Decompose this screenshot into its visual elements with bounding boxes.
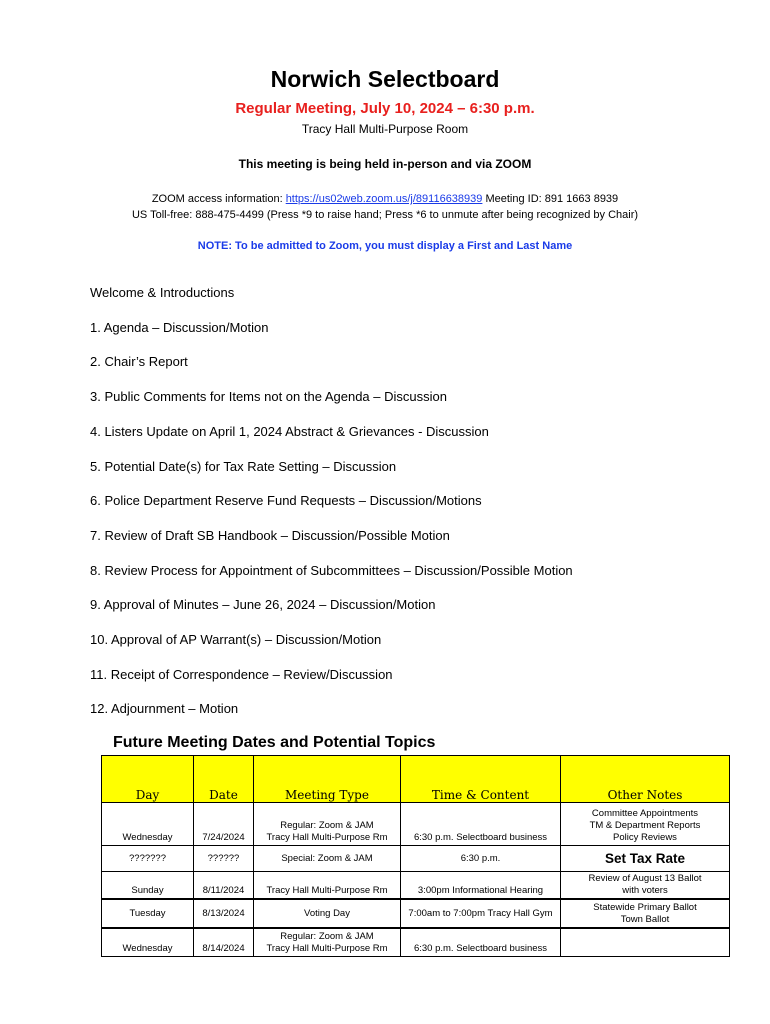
table-row bbox=[102, 928, 730, 956]
agenda-item: 6. Police Department Reserve Fund Requests – Discussion/Motions bbox=[90, 493, 482, 508]
cell-line: Tracy Hall Multi-Purpose Rm bbox=[266, 832, 388, 843]
cell-line: Review of August 13 Ballot bbox=[588, 873, 702, 884]
column-header-other-notes: Other Notes bbox=[561, 756, 730, 803]
cell-meeting-type: Special: Zoom & JAM bbox=[254, 846, 401, 872]
column-header-day: Day bbox=[102, 756, 194, 803]
cell-line: Statewide Primary Ballot bbox=[593, 901, 697, 913]
cell-time-content: 3:00pm Informational Hearing bbox=[401, 872, 561, 900]
cell-date: ?????? bbox=[194, 846, 254, 872]
cell-date: 7/24/2024 bbox=[194, 803, 254, 846]
cell-day: Tuesday bbox=[102, 899, 194, 928]
cell-line: Tracy Hall Multi-Purpose Rm bbox=[266, 942, 388, 954]
column-header-time-content: Time & Content bbox=[401, 756, 561, 803]
agenda-item: 4. Listers Update on April 1, 2024 Abstract & Grievances - Discussion bbox=[90, 424, 489, 439]
cell-day: Wednesday bbox=[102, 803, 194, 846]
cell-date: 8/11/2024 bbox=[194, 872, 254, 900]
agenda-item: 5. Potential Date(s) for Tax Rate Setting – Discussion bbox=[90, 459, 397, 474]
cell-date: 8/14/2024 bbox=[194, 928, 254, 956]
cell-meeting-type: Tracy Hall Multi-Purpose Rm bbox=[254, 872, 401, 900]
column-header-date: Date bbox=[194, 756, 254, 803]
agenda-item: 9. Approval of Minutes – June 26, 2024 – Discussion/Motion bbox=[90, 597, 436, 612]
agenda-item: 12. Adjournment – Motion bbox=[90, 701, 239, 716]
cell-other-notes bbox=[561, 872, 730, 900]
hybrid-notice: This meeting is being held in-person and via ZOOM bbox=[238, 157, 532, 171]
cell-time-content: 6:30 p.m. bbox=[401, 846, 561, 872]
zoom-prefix: ZOOM access information: bbox=[151, 193, 286, 205]
cell-meeting-type bbox=[254, 803, 401, 846]
cell-line: with voters bbox=[622, 885, 668, 896]
cell-time-content: 6:30 p.m. Selectboard business bbox=[401, 803, 561, 846]
meeting-venue: Tracy Hall Multi-Purpose Room bbox=[301, 122, 469, 136]
cell-day: Sunday bbox=[102, 872, 194, 900]
agenda-item: 11. Receipt of Correspondence – Review/Discussion bbox=[90, 667, 393, 682]
zoom-meeting-id: Meeting ID: 891 1663 8939 bbox=[482, 193, 619, 205]
cell-line: Regular: Zoom & JAM bbox=[280, 930, 374, 942]
agenda-item: 7. Review of Draft SB Handbook – Discussion/Possible Motion bbox=[90, 528, 450, 543]
table-row bbox=[102, 803, 730, 846]
cell-line: Policy Reviews bbox=[613, 832, 677, 843]
cell-line: TM & Department Reports bbox=[589, 820, 701, 831]
cell-day: ??????? bbox=[102, 846, 194, 872]
agenda-item: 2. Chair’s Report bbox=[90, 354, 188, 369]
page-title: Norwich Selectboard bbox=[270, 66, 500, 92]
cell-other-notes bbox=[561, 899, 730, 928]
cell-line: Regular: Zoom & JAM bbox=[280, 820, 374, 831]
cell-day: Wednesday bbox=[102, 928, 194, 956]
table-header-row bbox=[102, 756, 730, 803]
cell-date: 8/13/2024 bbox=[194, 899, 254, 928]
tollfree-line: US Toll-free: 888-475-4499 (Press *9 to raise hand; Press *6 to unmute after being recognized by Chair) bbox=[131, 209, 639, 221]
zoom-access-line bbox=[0, 193, 770, 205]
table-row bbox=[102, 846, 730, 872]
zoom-name-note: NOTE: To be admitted to Zoom, you must display a First and Last Name bbox=[197, 240, 573, 252]
cell-line: Town Ballot bbox=[620, 913, 670, 925]
cell-line: Committee Appointments bbox=[591, 808, 699, 819]
future-meetings-heading: Future Meeting Dates and Potential Topics bbox=[113, 734, 436, 751]
agenda-item: 8. Review Process for Appointment of Subcommittees – Discussion/Possible Motion bbox=[90, 563, 573, 578]
column-header-meeting-type: Meeting Type bbox=[254, 756, 401, 803]
agenda-item: 3. Public Comments for Items not on the Agenda – Discussion bbox=[90, 389, 447, 404]
agenda-item: 1. Agenda – Discussion/Motion bbox=[90, 320, 269, 335]
cell-other-notes bbox=[561, 928, 730, 956]
cell-other-notes: Set Tax Rate bbox=[561, 846, 730, 872]
cell-meeting-type: Voting Day bbox=[254, 899, 401, 928]
meeting-subtitle: Regular Meeting, July 10, 2024 – 6:30 p.m. bbox=[235, 100, 535, 117]
future-meetings-table bbox=[101, 755, 730, 957]
zoom-link[interactable]: https://us02web.zoom.us/j/89116638939 bbox=[285, 193, 483, 205]
agenda-item: Welcome & Introductions bbox=[90, 285, 235, 300]
agenda-item: 10. Approval of AP Warrant(s) – Discussion/Motion bbox=[90, 632, 382, 647]
cell-other-notes bbox=[561, 803, 730, 846]
cell-time-content: 6:30 p.m. Selectboard business bbox=[401, 928, 561, 956]
table-row bbox=[102, 872, 730, 900]
table-row bbox=[102, 899, 730, 928]
cell-time-content: 7:00am to 7:00pm Tracy Hall Gym bbox=[401, 899, 561, 928]
cell-meeting-type bbox=[254, 928, 401, 956]
